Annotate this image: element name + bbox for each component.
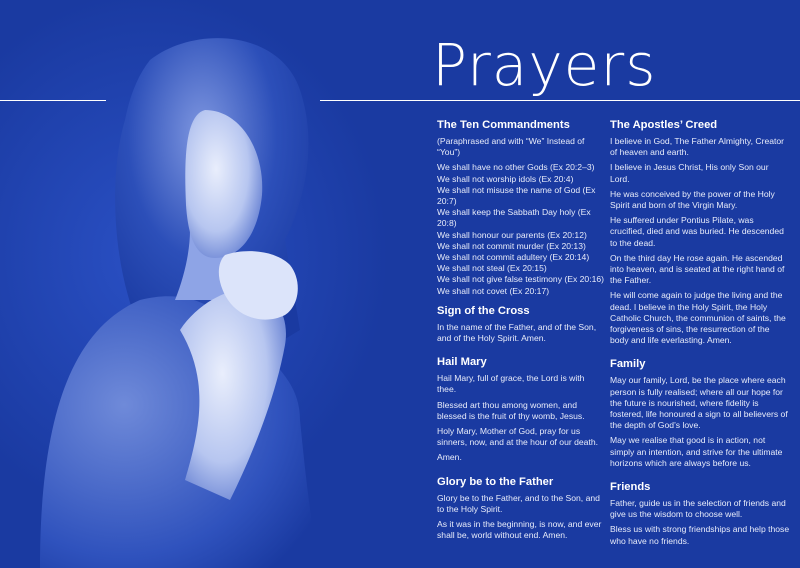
section-heading: Hail Mary [437, 356, 487, 369]
apostles-creed-section [610, 118, 790, 346]
section-heading: Sign of the Cross [437, 304, 530, 317]
sign-of-cross-section [437, 304, 605, 344]
ten-commandments-section [437, 118, 605, 297]
prayer-paragraph: Amen. [437, 452, 462, 463]
prayer-paragraph: He will come again to judge the living and the dead. I believe in the Holy Spirit, the Holy Catholic Church, the communion of saints, the forgiveness of sins, the resurrection of the body and life everlasting. Amen. [610, 290, 786, 346]
prayer-paragraph: As it was in the beginning, is now, and ever shall be, world without end. Amen. [437, 519, 602, 541]
prayer-paragraph: Father, guide us in the selection of friends and give us the wisdom to choose well. [610, 498, 786, 520]
commandment-item: We shall have no other Gods (Ex 20:2–3) [437, 162, 595, 173]
commandment-item: We shall honour our parents (Ex 20:12) [437, 229, 587, 240]
prayer-paragraph: May our family, Lord, be the place where each person is fully realised; where all our hope for the future is nourished, where fidelity is fostered, life honoured a sign to all believers of the depth of God’s love. [610, 375, 788, 431]
prayer-column-left [437, 118, 605, 545]
section-heading: The Ten Commandments [437, 119, 570, 131]
horizontal-rule-left [0, 100, 106, 101]
prayer-paragraph: Hail Mary, full of grace, the Lord is with thee. [437, 373, 585, 395]
family-section [610, 357, 790, 469]
commandment-item: We shall not covet (Ex 20:17) [437, 285, 550, 296]
prayer-paragraph: He was conceived by the power of the Holy Spirit and born of the Virgin Mary. [610, 188, 775, 211]
commandment-item: We shall not misuse the name of God (Ex 20:7) [437, 184, 596, 207]
friends-section [610, 480, 790, 547]
prayer-paragraph: Blessed art thou among women, and blessed is the fruit of thy womb, Jesus. [437, 399, 585, 421]
page-title: Prayers [432, 31, 657, 99]
glory-be-section [437, 475, 605, 542]
prayer-paragraph: I believe in God, The Father Almighty, Creator of heaven and earth. [610, 136, 785, 158]
section-heading: Glory be to the Father [437, 475, 554, 488]
commandment-item: We shall not commit murder (Ex 20:13) [437, 240, 586, 251]
commandment-item: We shall not steal (Ex 20:15) [437, 263, 547, 274]
prayer-paragraph: On the third day He rose again. He ascended into heaven, and is seated at the right hand of the Father. [610, 252, 785, 286]
hail-mary-section [437, 355, 605, 463]
commandment-item: We shall not commit adultery (Ex 20:14) [437, 252, 590, 263]
section-heading: Family [610, 358, 646, 371]
prayer-paragraph: I believe in Jesus Christ, His only Son our Lord. [610, 162, 769, 184]
prayer-column-right [610, 118, 790, 551]
section-heading: Friends [610, 481, 651, 494]
prayer-paragraph: May we realise that good is in action, not simply an intention, and strive for the ultimate horizons which are always before us. [610, 435, 783, 468]
commandment-item: We shall not give false testimony (Ex 20:16) [437, 274, 605, 285]
horizontal-rule-right [320, 100, 800, 101]
section-intro: (Paraphrased and with “We” Instead of “You”) [437, 136, 585, 158]
commandment-item: We shall not worship idols (Ex 20:4) [437, 173, 574, 184]
prayer-paragraph: He suffered under Pontius Pilate, was crucified, died and was buried. He descended to the dead. [610, 215, 784, 248]
commandment-item: We shall keep the Sabbath Day holy (Ex 20:8) [437, 207, 591, 229]
prayer-paragraph: In the name of the Father, and of the Son, and of the Holy Spirit. Amen. [437, 321, 597, 344]
prayer-paragraph: Holy Mary, Mother of God, pray for us sinners, now, and at the hour of our death. [437, 426, 599, 448]
prayer-paragraph: Glory be to the Father, and to the Son, and to the Holy Spirit. [437, 492, 600, 514]
section-heading: The Apostles’ Creed [610, 119, 718, 131]
prayer-paragraph: Bless us with strong friendships and help those who have no friends. [610, 524, 790, 546]
